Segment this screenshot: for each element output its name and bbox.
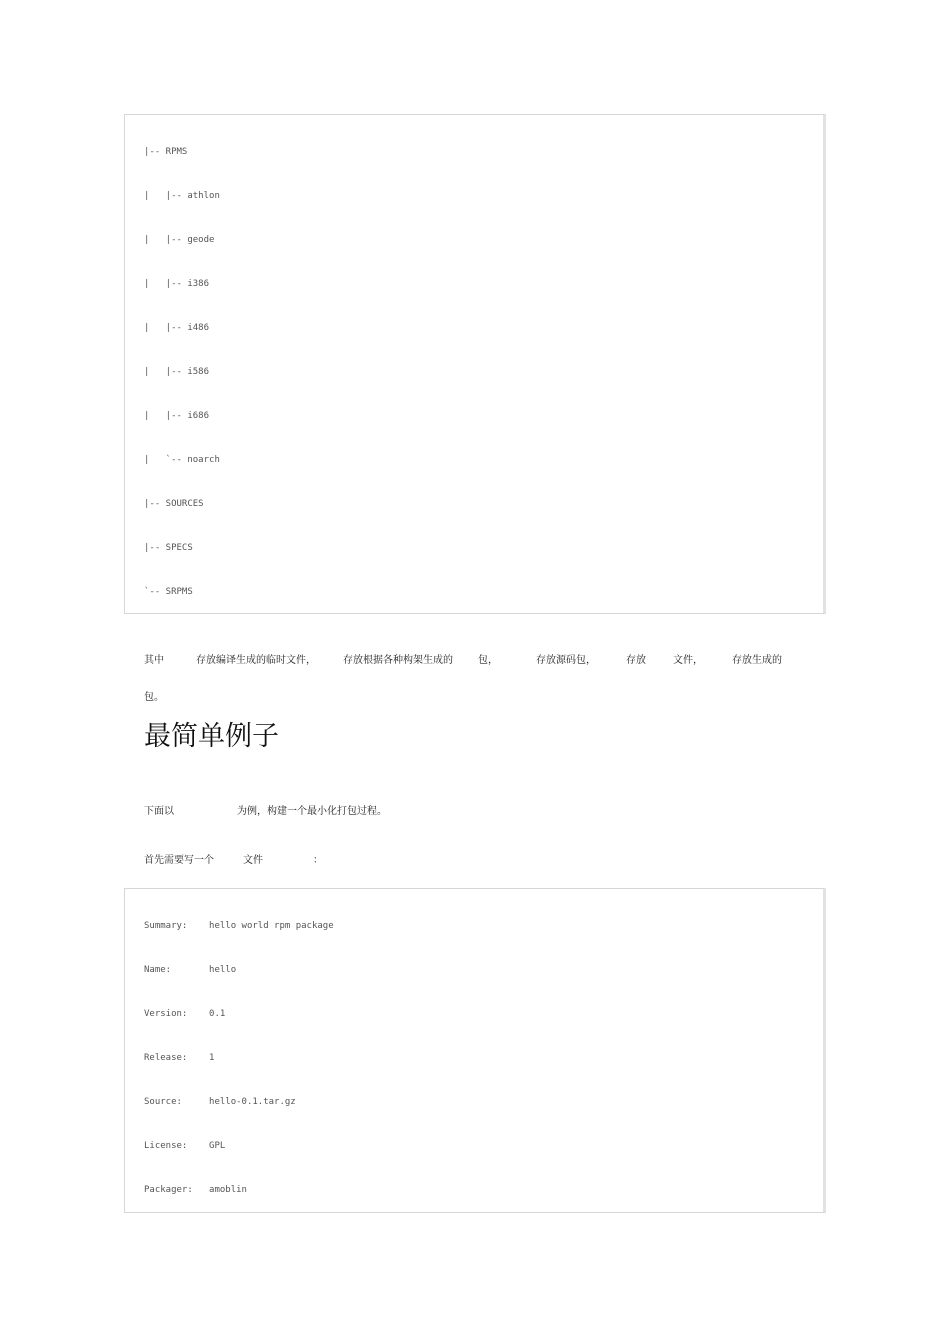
spec-intro-segment: 文件 bbox=[243, 855, 263, 866]
code-line: | |-- i486 bbox=[144, 323, 210, 333]
code-line: Name: hello bbox=[144, 965, 237, 975]
description-line-2: 包。 bbox=[144, 692, 164, 703]
description-segment: 存放编译生成的临时文件， bbox=[196, 655, 316, 666]
code-line: Release: 1 bbox=[144, 1053, 215, 1063]
code-line: | |-- athlon bbox=[144, 191, 220, 201]
code-line: Version: 0.1 bbox=[144, 1009, 226, 1019]
description-segment: 包， bbox=[478, 655, 498, 666]
intro-segment: 下面以 bbox=[144, 806, 174, 817]
code-line: | |-- i686 bbox=[144, 411, 210, 421]
code-line: | |-- i386 bbox=[144, 279, 210, 289]
code-line: | `-- noarch bbox=[144, 455, 220, 465]
code-line: |-- SOURCES bbox=[144, 499, 204, 509]
description-segment: 存放生成的 bbox=[732, 655, 782, 666]
spec-intro-segment: 首先需要写一个 bbox=[144, 855, 214, 866]
description-segment: 存放 bbox=[626, 655, 646, 666]
code-line: `-- SRPMS bbox=[144, 587, 193, 597]
code-line: Source: hello-0.1.tar.gz bbox=[144, 1097, 296, 1107]
code-line: | |-- geode bbox=[144, 235, 215, 245]
spec-intro-segment: ： bbox=[313, 855, 323, 866]
code-line: Summary: hello world rpm package bbox=[144, 921, 334, 931]
spec-file-code-block bbox=[124, 888, 826, 1213]
intro-segment: 为例，构建一个最小化打包过程。 bbox=[237, 806, 387, 817]
description-segment: 文件， bbox=[673, 655, 703, 666]
code-line: License: GPL bbox=[144, 1141, 226, 1151]
code-line: |-- RPMS bbox=[144, 147, 188, 157]
section-heading: 最简单例子 bbox=[144, 721, 279, 752]
code-line: Packager: amoblin bbox=[144, 1185, 247, 1195]
description-segment: 存放根据各种构架生成的 bbox=[343, 655, 453, 666]
directory-tree-code-block bbox=[124, 114, 826, 614]
code-line: | |-- i586 bbox=[144, 367, 210, 377]
description-segment: 存放源码包， bbox=[536, 655, 596, 666]
description-segment: 其中 bbox=[144, 655, 164, 666]
code-line: |-- SPECS bbox=[144, 543, 193, 553]
